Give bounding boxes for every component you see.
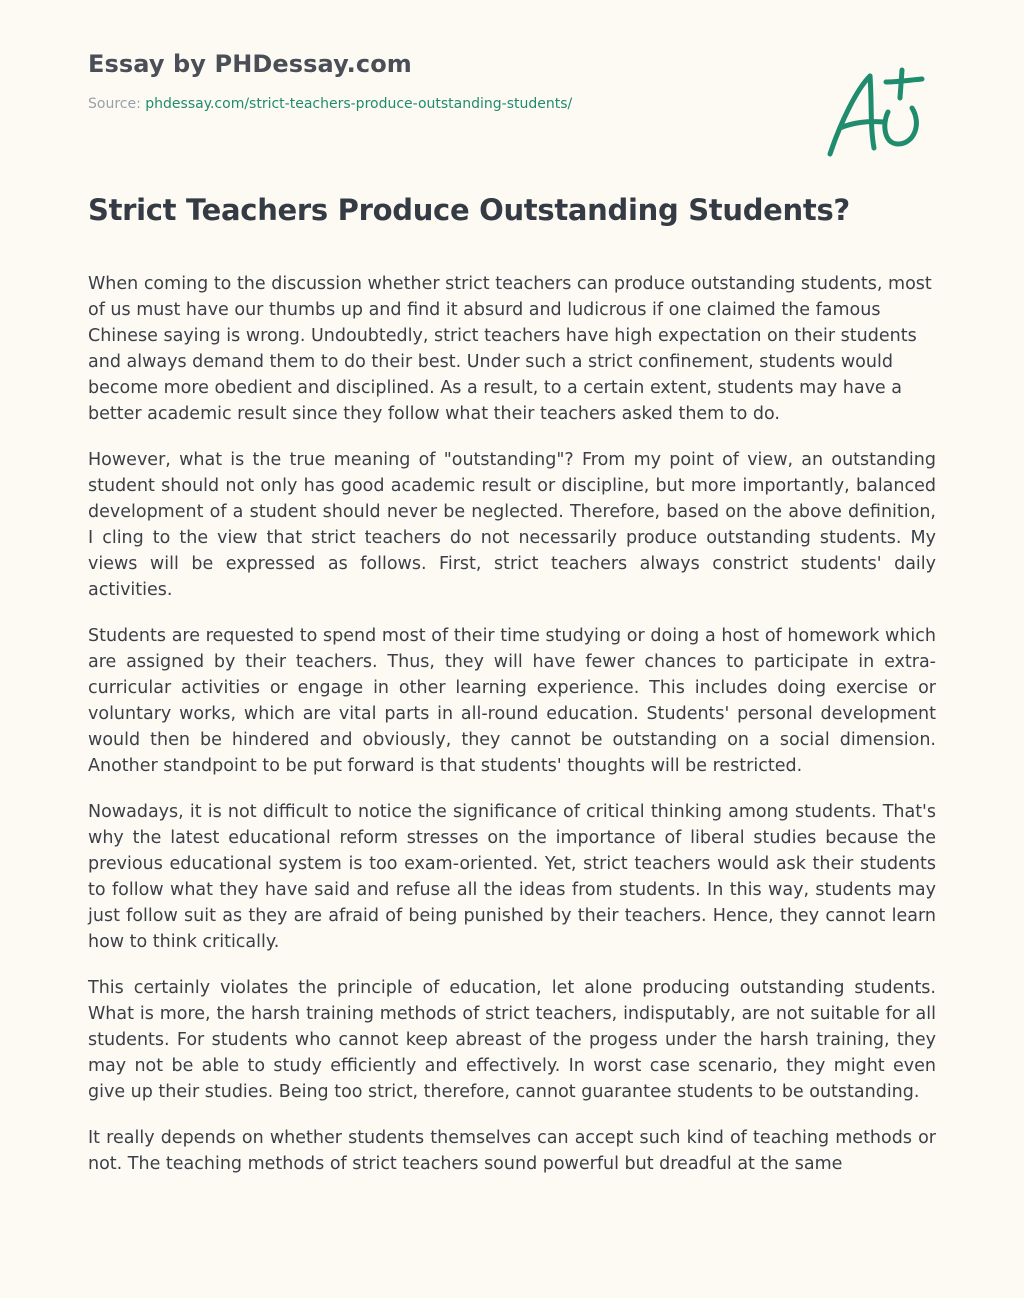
essay-paragraph: Students are requested to spend most of their time studying or doing a host of homework which are assigned by their teachers. Thus, they will have fewer chances to participate in extra-curricular activities or engage in other learning experience. This includes doing exercise or voluntary works, which are vital parts in all-round education. Students' personal development would then be hindered and obviously, they cannot be outstanding on a social dimension. Another standpoint to be put forward is that students' thoughts will be restricted. xyxy=(88,626,936,776)
essay-paragraph: However, what is the true meaning of "outstanding"? From my point of view, an outstanding student should not only has good academic result or discipline, but more importantly, balanced development of a student should never be neglected. Therefore, based on the above definition, I cling to the view that strict teachers do not necessarily produce outstanding students. My views will be expressed as follows. First, strict teachers always constrict students' daily activities. xyxy=(88,450,936,600)
page-header xyxy=(88,50,572,112)
essay-paragraph: It really depends on whether students themselves can accept such kind of teaching methods or not. The teaching methods of strict teachers sound powerful but dreadful at the same xyxy=(88,1128,936,1174)
essay-title: Strict Teachers Produce Outstanding Students? xyxy=(88,193,850,227)
source-label: Source: xyxy=(88,96,146,112)
site-title: Essay by PHDessay.com xyxy=(88,50,412,78)
essay-paragraph: When coming to the discussion whether strict teachers can produce outstanding students, most of us must have our thumbs up and find it absurd and ludicrous if one claimed the famous Chinese saying is wrong. Undoubtedly, strict teachers have high expectation on their students and always demand them to do their best. Under such a strict confinement, students would become more obedient and disciplined. As a result, to a certain extent, students may have a better academic result since they follow what their teachers asked them to do. xyxy=(88,274,932,424)
source-line xyxy=(88,96,572,112)
a-plus-logo-icon xyxy=(822,64,932,164)
source-link[interactable]: phdessay.com/strict-teachers-produce-outstanding-students/ xyxy=(145,96,573,112)
essay-paragraph: This certainly violates the principle of education, let alone producing outstanding students. What is more, the harsh training methods of strict teachers, indisputably, are not suitable for all students. For students who cannot keep abreast of the progess under the harsh training, they may not be able to study efficiently and effectively. In worst case scenario, they might even give up their studies. Being too strict, therefore, cannot guarantee students to be outstanding. xyxy=(88,978,936,1102)
essay-body xyxy=(88,271,936,1197)
essay-paragraph: Nowadays, it is not difficult to notice the significance of critical thinking among students. That's why the latest educational reform stresses on the importance of liberal studies because the previous educational system is too exam-oriented. Yet, strict teachers would ask their students to follow what they have said and refuse all the ideas from students. In this way, students may just follow suit as they are afraid of being punished by their teachers. Hence, they cannot learn how to think critically. xyxy=(88,802,936,952)
